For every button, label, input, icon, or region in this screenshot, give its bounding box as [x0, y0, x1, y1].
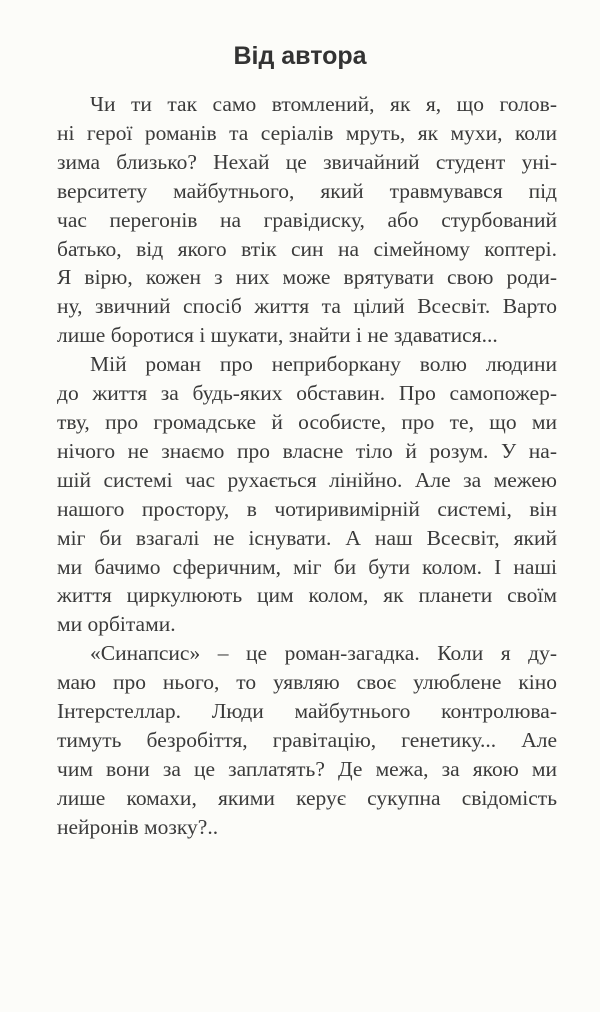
text-line: Інтерстеллар. Люди майбутнього контролюва-: [57, 699, 557, 724]
text-line: нейронів мозку?..: [57, 814, 219, 839]
text-line: Мій роман про неприборкану волю людини: [90, 352, 557, 377]
text-line: маю про нього, то уявляю своє улюблене кіно: [57, 670, 557, 695]
text-line: шій системі час рухається лінійно. Але за межею: [57, 467, 557, 492]
text-line: ми бачимо сферичним, міг би бути колом. І наші: [57, 554, 557, 579]
text-line: нічого не знаємо про власне тіло й розум. У на-: [57, 438, 557, 463]
text-line: зима близько? Нехай це звичайний студент уні-: [57, 149, 557, 174]
text-line: тву, про громадське й особисте, про те, що ми: [57, 409, 557, 434]
text-line: час перегонів на гравідиску, або стурбований: [57, 207, 557, 232]
paragraph: [57, 639, 557, 841]
page-title: Від автора: [233, 42, 367, 70]
paragraph: [57, 90, 557, 350]
text-line: Я вірю, кожен з них може врятувати свою роди-: [57, 265, 557, 290]
text-line: ми орбітами.: [57, 612, 176, 637]
text-line: міг би взагалі не існувати. А наш Всесвіт, який: [57, 525, 557, 550]
text-line: Чи ти так само втомлений, як я, що голов-: [90, 92, 557, 116]
text-line: до життя за будь-яких обставин. Про самопожер-: [57, 381, 557, 406]
paragraph: [57, 350, 557, 639]
text-line: життя циркулюють цим колом, як планети своїм: [57, 583, 557, 608]
text-line: чим вони за це заплатять? Де межа, за якою ми: [57, 756, 557, 781]
page-body: [57, 90, 557, 842]
text-line: верситету майбутнього, який травмувався під: [57, 178, 557, 203]
text-line: лише комахи, якими керує сукупна свідомість: [57, 785, 557, 810]
text-line: батько, від якого втік син на сімейному коптері.: [57, 236, 557, 261]
text-line: тимуть безробіття, гравітацію, генетику... Але: [57, 727, 557, 752]
text-line: ні герої романів та серіалів мруть, як мухи, коли: [57, 120, 557, 145]
text-line: ну, звичний спосіб життя та цілий Всесвіт. Варто: [57, 294, 557, 319]
text-line: лише боротися і шукати, знайти і не здаватися...: [57, 323, 498, 348]
text-line: нашого простору, в чотиривимірній системі, він: [57, 496, 557, 521]
text-line: «Синапсис» – це роман-загадка. Коли я ду-: [90, 641, 557, 666]
